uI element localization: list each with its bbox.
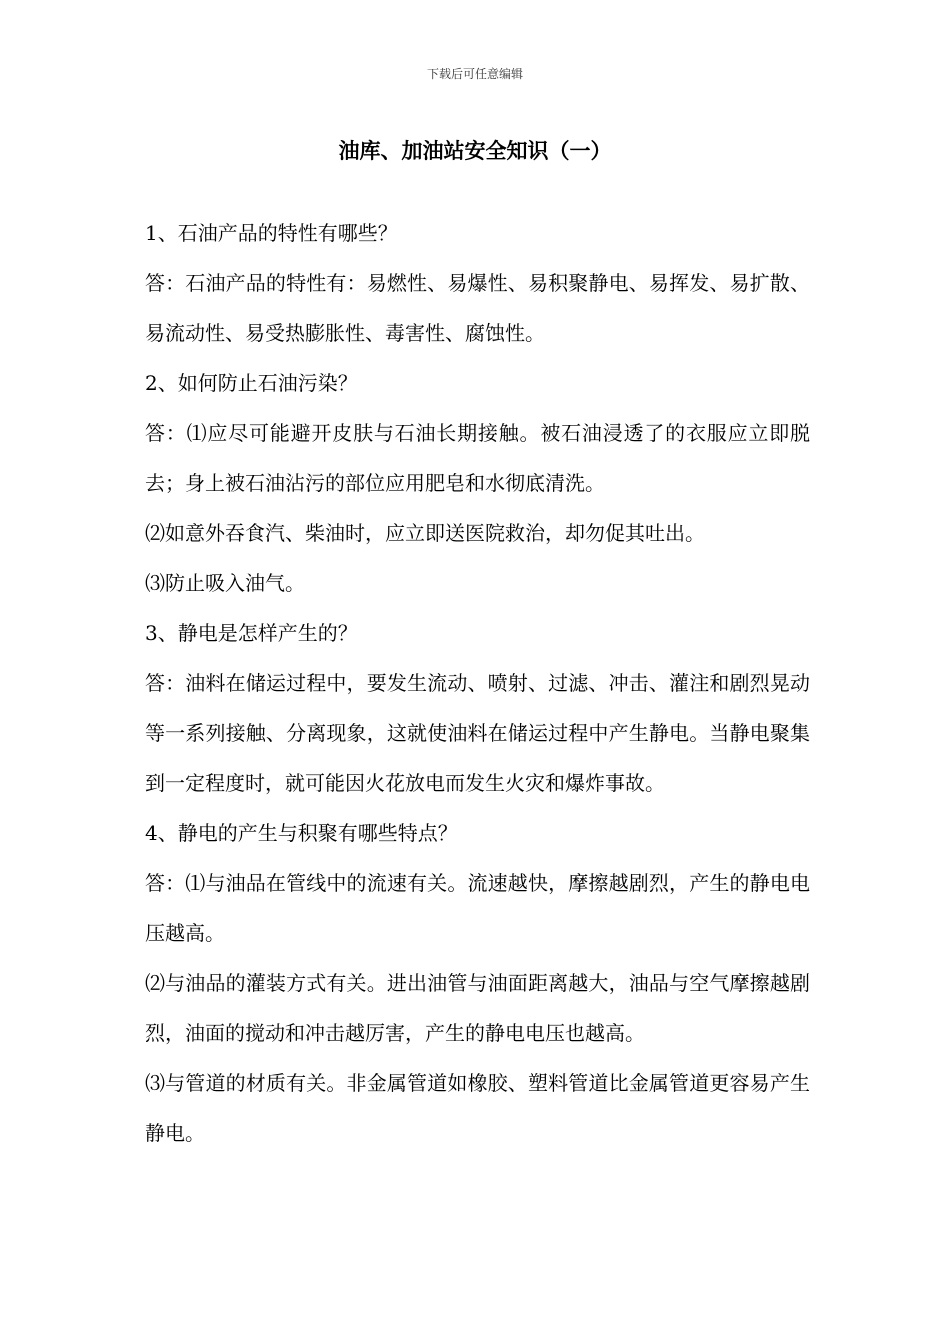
answer-2-item-3: ⑶防止吸入油气。 [145, 571, 305, 595]
answer-4-item-1: 答：⑴与油品在管线中的流速有关。流速越快，摩擦越剧烈，产生的静电电压越高。 [145, 871, 810, 945]
answer-4-item-3: ⑶与管道的材质有关。非金属管道如橡胶、塑料管道比金属管道更容易产生静电。 [145, 1071, 810, 1145]
document-body [145, 208, 810, 1158]
answer-2-item-1: 答：⑴应尽可能避开皮肤与石油长期接触。被石油浸透了的衣服应立即脱去；身上被石油沾污的部位应用肥皂和水彻底清洗。 [145, 421, 810, 495]
answer-4-item-2: ⑵与油品的灌装方式有关。进出油管与油面距离越大，油品与空气摩擦越剧烈，油面的搅动和冲击越厉害，产生的静电电压也越高。 [145, 971, 810, 1045]
answer-3: 答：油料在储运过程中，要发生流动、喷射、过滤、冲击、灌注和剧烈晃动等一系列接触、分离现象，这就使油料在储运过程中产生静电。当静电聚集到一定程度时，就可能因火花放电而发生火灾和爆炸事故。 [145, 671, 810, 795]
answer-1: 答：石油产品的特性有：易燃性、易爆性、易积聚静电、易挥发、易扩散、易流动性、易受热膨胀性、毒害性、腐蚀性。 [145, 271, 810, 345]
header-note: 下载后可任意编辑 [426, 67, 523, 81]
question-4: 4、静电的产生与积聚有哪些特点？ [145, 821, 458, 845]
document-title: 油库、加油站安全知识（一） [338, 138, 612, 163]
question-2: 2、如何防止石油污染？ [145, 371, 358, 395]
question-3: 3、静电是怎样产生的？ [145, 621, 358, 645]
question-1: 1、石油产品的特性有哪些？ [145, 221, 398, 245]
answer-2-item-2: ⑵如意外吞食汽、柴油时，应立即送医院救治，却勿促其吐出。 [145, 521, 705, 545]
